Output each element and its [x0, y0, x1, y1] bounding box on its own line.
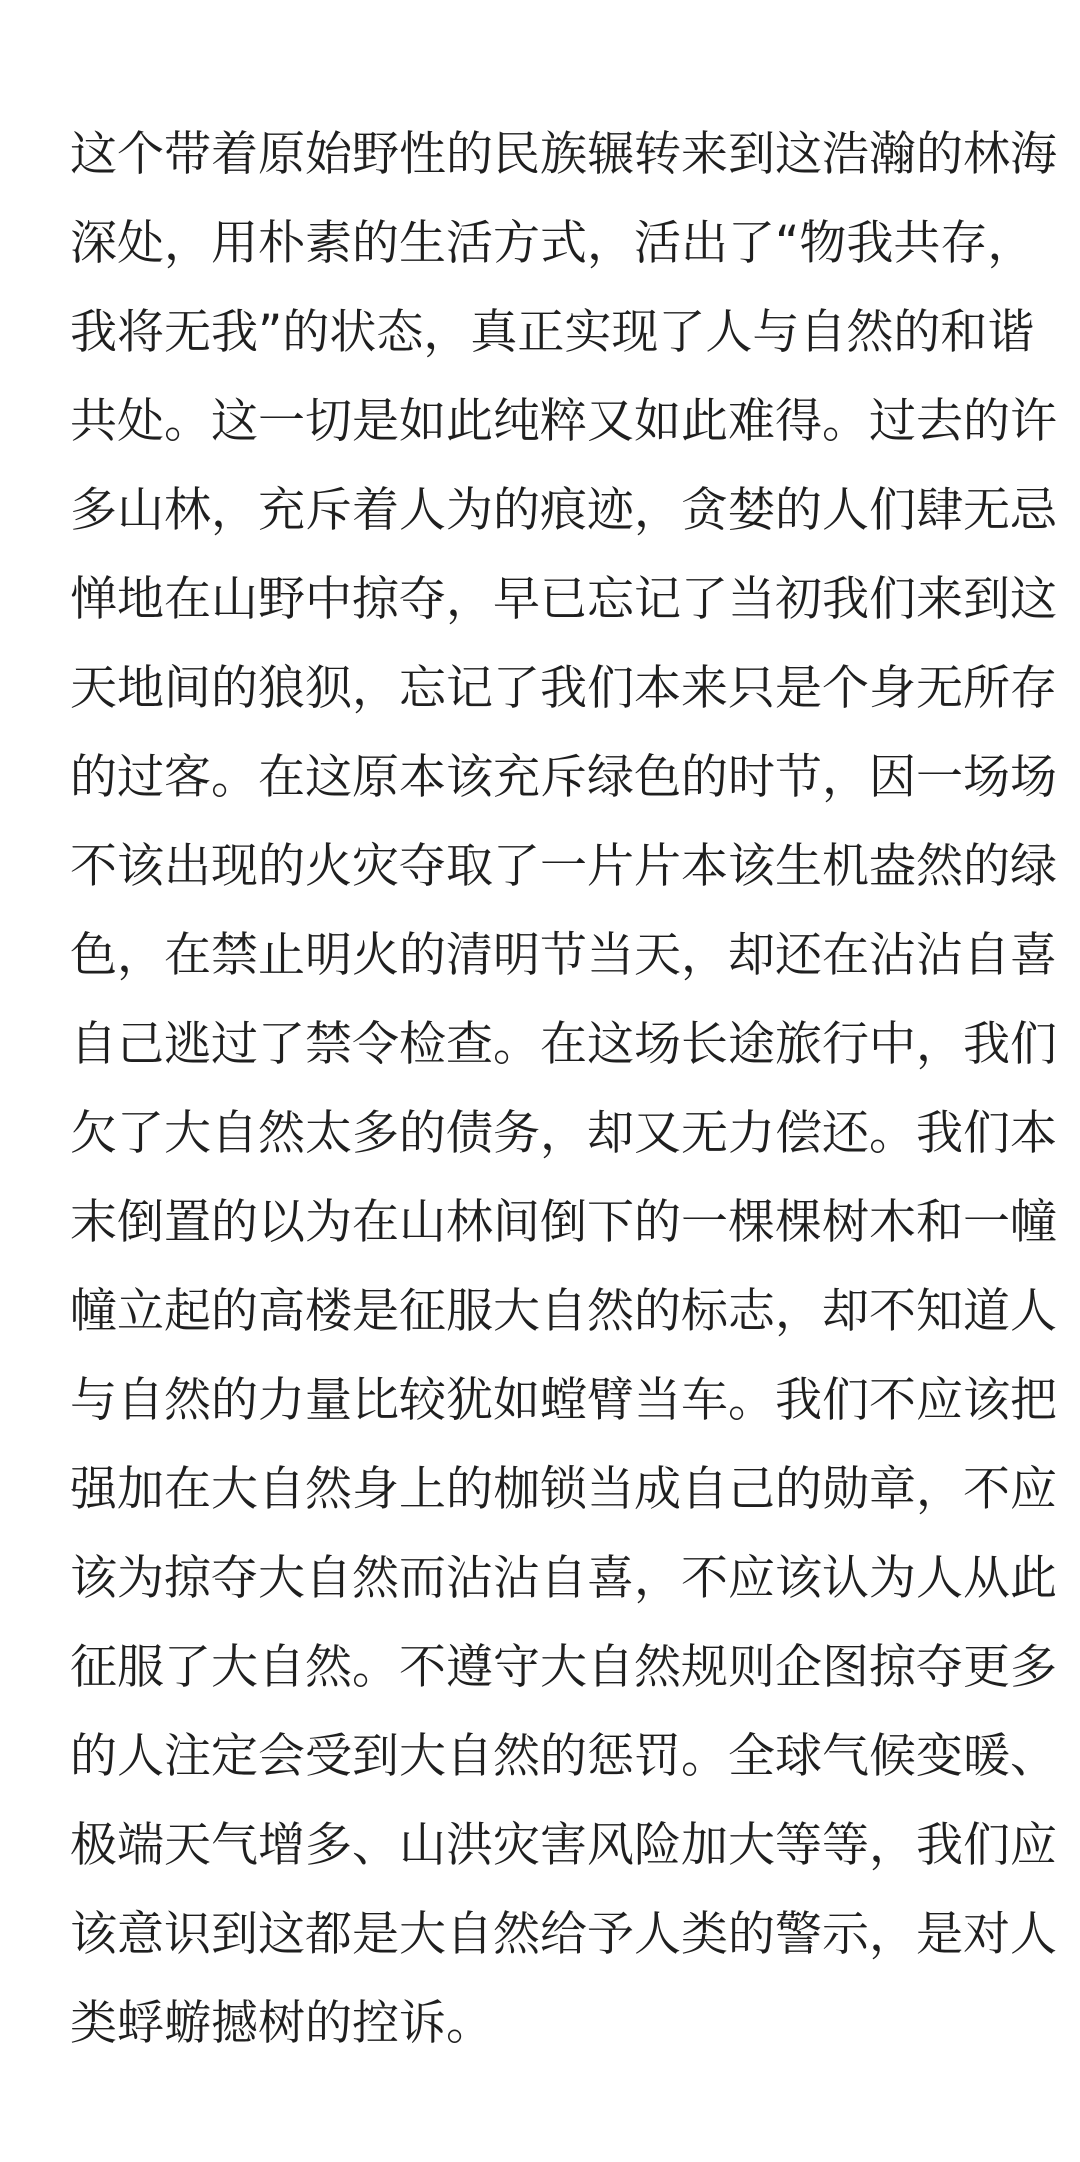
text-line: 的人注定会受到大自然的惩罚。全球气候变暖、	[70, 1729, 1057, 1784]
text-line: 欠了大自然太多的债务，却又无力偿还。我们本	[70, 1106, 1057, 1161]
text-line: 天地间的狼狈，忘记了我们本来只是个身无所存	[70, 661, 1057, 716]
text-line: 该为掠夺大自然而沾沾自喜，不应该认为人从此	[70, 1551, 1057, 1606]
text-line: 幢立起的高楼是征服大自然的标志，却不知道人	[70, 1284, 1057, 1339]
text-line: 色，在禁止明火的清明节当天，却还在沾沾自喜	[70, 928, 1057, 983]
text-line: 这个带着原始野性的民族辗转来到这浩瀚的林海	[70, 127, 1057, 182]
text-line: 征服了大自然。不遵守大自然规则企图掠夺更多	[70, 1640, 1057, 1695]
article-body	[70, 110, 1057, 2068]
text-line: 该意识到这都是大自然给予人类的警示，是对人	[70, 1907, 1057, 1962]
text-line: 共处。这一切是如此纯粹又如此难得。过去的许	[70, 394, 1057, 449]
text-line: 极端天气增多、山洪灾害风险加大等等，我们应	[70, 1818, 1057, 1873]
text-line: 类蜉蝣撼树的控诉。	[70, 1996, 493, 2051]
text-line: 我将无我”的状态，真正实现了人与自然的和谐	[70, 305, 1035, 360]
text-line: 的过客。在这原本该充斥绿色的时节，因一场场	[70, 750, 1057, 805]
text-line: 惮地在山野中掠夺，早已忘记了当初我们来到这	[70, 572, 1057, 627]
text-line: 深处，用朴素的生活方式，活出了“物我共存，	[70, 216, 1035, 271]
text-line: 多山林，充斥着人为的痕迹，贪婪的人们肆无忌	[70, 483, 1057, 538]
text-line: 不该出现的火灾夺取了一片片本该生机盎然的绿	[70, 839, 1057, 894]
text-line: 强加在大自然身上的枷锁当成自己的勋章，不应	[70, 1462, 1057, 1517]
text-line: 自己逃过了禁令检查。在这场长途旅行中，我们	[70, 1017, 1057, 1072]
text-line: 末倒置的以为在山林间倒下的一棵棵树木和一幢	[70, 1195, 1057, 1250]
text-line: 与自然的力量比较犹如螳臂当车。我们不应该把	[70, 1373, 1057, 1428]
